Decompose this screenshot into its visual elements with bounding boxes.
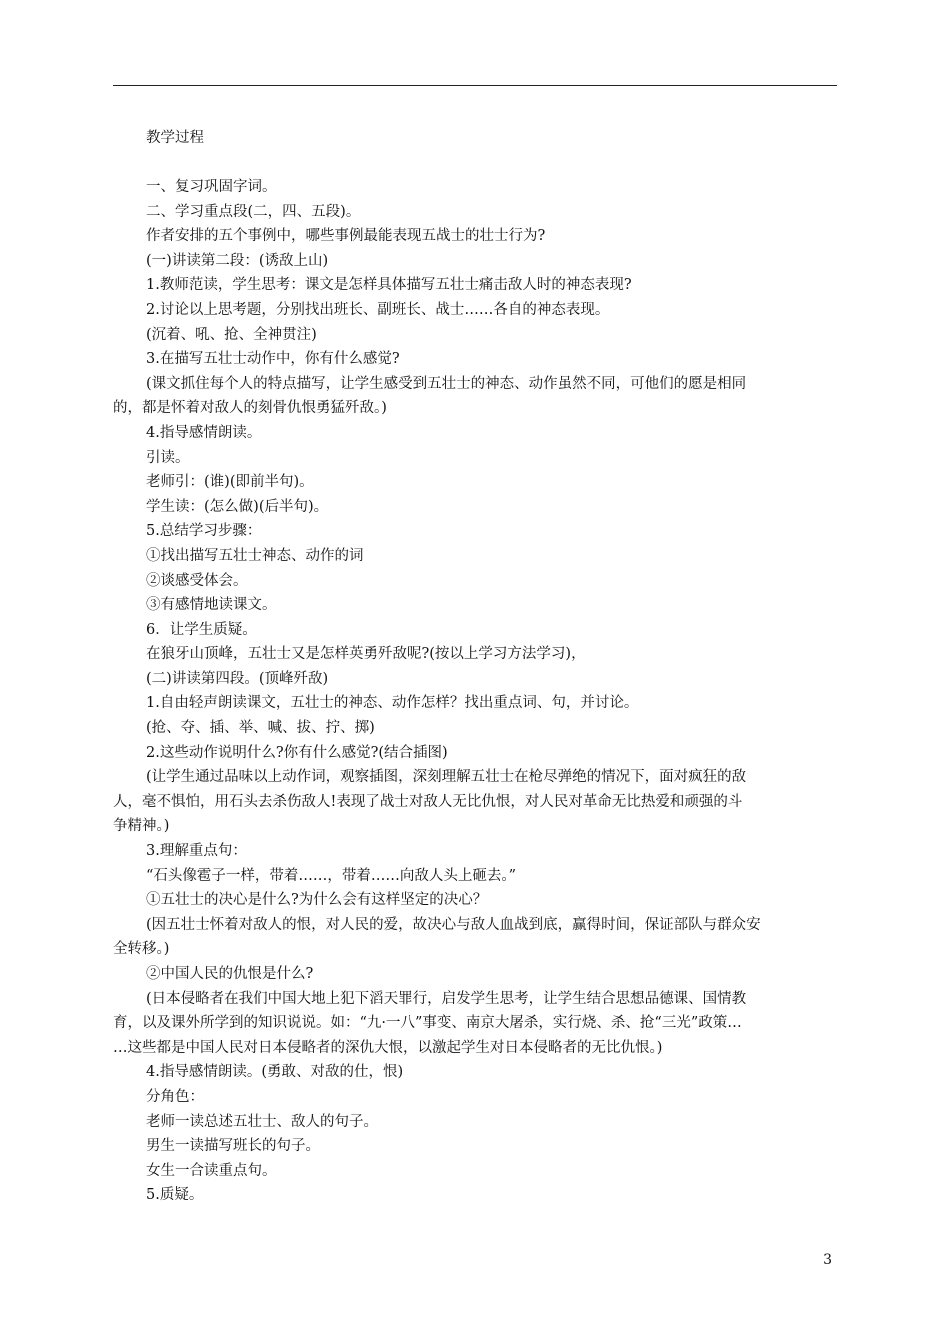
text-line: 争精神。) [113, 818, 170, 835]
text-line: 5.质疑。 [146, 1187, 204, 1204]
text-line: (日本侵略者在我们中国大地上犯下滔天罪行，启发学生思考，让学生结合思想品德课、国情教 [146, 990, 747, 1007]
text-line: (让学生通过品味以上动作词，观察插图，深刻理解五壮士在枪尽弹绝的情况下，面对疯狂的敌 [146, 769, 747, 786]
text-line: (因五壮士怀着对敌人的恨，对人民的爱，故决心与敌人血战到底，赢得时间，保证部队与群众安 [146, 916, 761, 933]
page-number: 3 [823, 1252, 832, 1268]
header-rule [113, 85, 837, 86]
text-line: 引读。 [146, 449, 190, 466]
section-title: 教学过程 [146, 130, 204, 146]
text-line: 在狼牙山顶峰，五壮士又是怎样英勇歼敌呢?(按以上学习方法学习)， [146, 646, 586, 663]
text-line: 3.理解重点句： [146, 843, 247, 860]
text-line: (抢、夺、插、举、喊、拔、拧、掷) [146, 720, 375, 737]
text-line: 3.在描写五壮士动作中，你有什么感觉? [146, 351, 400, 368]
text-line: (二)讲读第四段。(顶峰歼敌) [146, 670, 329, 687]
text-line: 1.教师范读，学生思考：课文是怎样具体描写五壮士痛击敌人时的神态表现? [146, 277, 632, 294]
text-line: 的，都是怀着对敌人的刻骨仇恨勇猛歼敌。) [113, 400, 387, 417]
text-line: ②中国人民的仇恨是什么? [146, 966, 314, 982]
text-line: 一、复习巩固字词。 [146, 179, 277, 195]
text-line: 学生读：(怎么做)(后半句)。 [146, 498, 329, 515]
text-line: 分角色： [146, 1088, 204, 1105]
text-line: ①找出描写五壮士神态、动作的词 [146, 547, 364, 564]
text-line: 2.讨论以上思考题，分别找出班长、副班长、战士……各自的神态表现。 [146, 301, 610, 318]
text-line: 4.指导感情朗读。 [146, 424, 262, 441]
text-line: ①五壮士的决心是什么?为什么会有这样坚定的决心？ [146, 892, 488, 909]
text-line: (沉着、吼、抢、全神贯注) [146, 326, 317, 343]
text-line: 2.这些动作说明什么?你有什么感觉?(结合插图) [146, 744, 448, 761]
text-line: 女生一合读重点句。 [146, 1162, 277, 1179]
document-body [113, 175, 838, 1208]
text-line: 4.指导感情朗读。(勇敢、对敌的仕，恨) [146, 1064, 404, 1081]
text-line: 育，以及课外所学到的知识说说。如：“九·一八”事变、南京大屠杀，实行烧、杀、抢“三光”政策… [113, 1015, 742, 1032]
text-line: ②谈感受体会。 [146, 572, 248, 589]
text-line: 1.自由轻声朗读课文，五壮士的神态、动作怎样？找出重点词、句，并讨论。 [146, 695, 639, 712]
text-line: 老师一读总述五壮士、敌人的句子。 [146, 1113, 378, 1130]
text-line: 老师引：(谁)(即前半句)。 [146, 474, 314, 491]
text-line: 人，毫不惧怕，用石头去杀伤敌人!表现了战士对敌人无比仇恨，对人民对革命无比热爱和顽强的斗 [113, 793, 743, 810]
text-line: 作者安排的五个事例中，哪些事例最能表现五战士的壮士行为? [146, 228, 546, 245]
text-line: 6．让学生质疑。 [146, 621, 257, 638]
text-line: …这些都是中国人民对日本侵略者的深仇大恨，以激起学生对日本侵略者的无比仇恨。) [113, 1039, 663, 1056]
text-line: (一)讲读第二段：(诱敌上山) [146, 252, 329, 269]
text-line: ③有感情地读课文。 [146, 597, 277, 614]
text-line: “石头像雹子一样，带着……，带着……向敌人头上砸去。” [146, 867, 517, 884]
text-line: (课文抓住每个人的特点描写，让学生感受到五壮士的神态、动作虽然不同，可他们的愿是相同 [146, 375, 747, 392]
text-line: 全转移。) [113, 941, 170, 958]
text-line: 男生一读描写班长的句子。 [146, 1138, 320, 1155]
text-line: 5.总结学习步骤： [146, 523, 262, 540]
text-line: 二、学习重点段(二，四、五段)。 [146, 203, 361, 220]
